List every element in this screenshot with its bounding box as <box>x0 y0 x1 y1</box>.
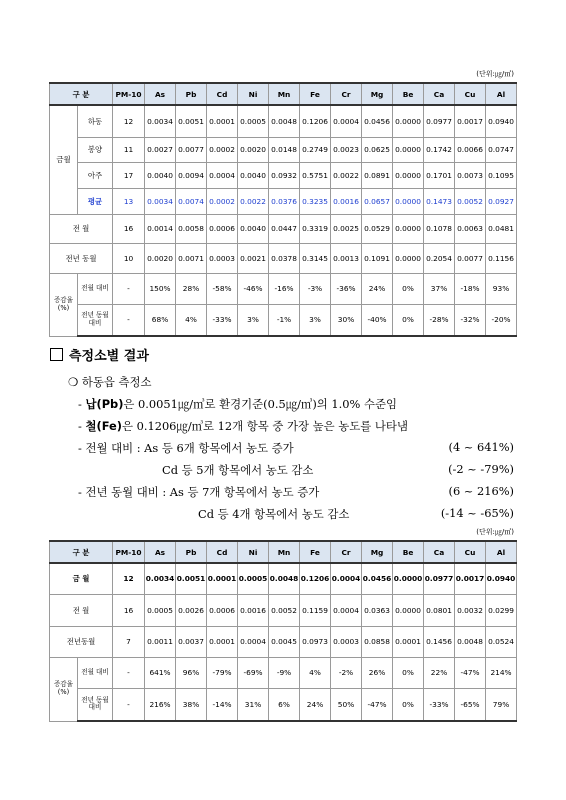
value-cell: 0.2054 <box>424 243 455 273</box>
value-cell: 0.0363 <box>362 594 393 626</box>
header-cell: As <box>145 541 176 563</box>
header-cell: Ca <box>424 83 455 105</box>
value-cell: 79% <box>486 688 517 721</box>
value-cell: 0.0011 <box>145 626 176 657</box>
value-cell: 0.1206 <box>300 563 331 594</box>
value-cell: 12 <box>113 105 145 137</box>
value-cell: 0.0017 <box>455 563 486 594</box>
value-cell: - <box>113 304 145 336</box>
value-cell: 0.0016 <box>331 188 362 214</box>
value-cell: 0.0034 <box>145 105 176 137</box>
value-cell: 0.0013 <box>331 243 362 273</box>
value-cell: 0.1156 <box>486 243 517 273</box>
value-cell: - <box>113 657 145 688</box>
value-cell: 0.0376 <box>269 188 300 214</box>
value-cell: 0.0977 <box>424 105 455 137</box>
header-cell: Mn <box>269 83 300 105</box>
unit-label-1: (단위:㎍/㎥) <box>476 70 514 78</box>
value-cell: 0.0048 <box>269 563 300 594</box>
value-cell: -79% <box>207 657 238 688</box>
prev-year-decrease-range: (-14 ~ -65%) <box>440 506 514 520</box>
value-cell: 0.0066 <box>455 137 486 162</box>
value-cell: 0.1095 <box>486 162 517 188</box>
header-cell: Cr <box>331 541 362 563</box>
prev-year-decrease-line: Cd 등 4개 항목에서 농도 감소 <box>198 507 350 521</box>
table-row <box>50 162 517 188</box>
value-cell: 0.2749 <box>300 137 331 162</box>
value-cell: 3% <box>300 304 331 336</box>
value-cell: 0.0657 <box>362 188 393 214</box>
value-cell: -1% <box>269 304 300 336</box>
value-cell: - <box>113 273 145 304</box>
header-cell: Mg <box>362 541 393 563</box>
value-cell: 0.0025 <box>331 214 362 243</box>
value-cell: 0.0022 <box>331 162 362 188</box>
value-cell: 0.0481 <box>486 214 517 243</box>
value-cell: 0.0000 <box>393 214 424 243</box>
value-cell: 0.0004 <box>238 626 269 657</box>
value-cell: -2% <box>331 657 362 688</box>
value-cell: 7 <box>113 626 145 657</box>
row-label: 전년 동월 <box>50 243 113 273</box>
value-cell: 0.1159 <box>300 594 331 626</box>
value-cell: 0.0077 <box>176 137 207 162</box>
row-label: 아주 <box>78 162 113 188</box>
row-label: 하동 <box>78 105 113 137</box>
value-cell: 22% <box>424 657 455 688</box>
value-cell: 0.0000 <box>393 594 424 626</box>
value-cell: 4% <box>176 304 207 336</box>
value-cell: -32% <box>455 304 486 336</box>
value-cell: 0.0148 <box>269 137 300 162</box>
value-cell: 0.0801 <box>424 594 455 626</box>
value-cell: 0.0002 <box>207 137 238 162</box>
value-cell: 0% <box>393 304 424 336</box>
value-cell: 0.0032 <box>455 594 486 626</box>
header-category: 구 분 <box>50 541 113 563</box>
heavy-metal-table-all-stations <box>49 82 517 337</box>
value-cell: 50% <box>331 688 362 721</box>
value-cell: -14% <box>207 688 238 721</box>
value-cell: 28% <box>176 273 207 304</box>
value-cell: 0.0000 <box>393 162 424 188</box>
value-cell: 38% <box>176 688 207 721</box>
value-cell: 0.0034 <box>145 563 176 594</box>
header-cell: Cd <box>207 541 238 563</box>
table-row <box>50 688 517 721</box>
value-cell: -69% <box>238 657 269 688</box>
value-cell: 0.1473 <box>424 188 455 214</box>
value-cell: 150% <box>145 273 176 304</box>
value-cell: -9% <box>269 657 300 688</box>
value-cell: 0.0001 <box>207 626 238 657</box>
value-cell: 0.0058 <box>176 214 207 243</box>
table-row <box>50 243 517 273</box>
header-cell: PM-10 <box>113 83 145 105</box>
value-cell: 0.0017 <box>455 105 486 137</box>
value-cell: -47% <box>362 688 393 721</box>
value-cell: 96% <box>176 657 207 688</box>
change-rate-label: 증감율 (%) <box>50 273 78 336</box>
value-cell: 0% <box>393 273 424 304</box>
value-cell: 0.0000 <box>393 563 424 594</box>
prev-month-decrease-range: (-2 ~ -79%) <box>448 462 514 476</box>
value-cell: 0.0940 <box>486 105 517 137</box>
value-cell: 0.5751 <box>300 162 331 188</box>
value-cell: 0.0006 <box>207 594 238 626</box>
value-cell: -3% <box>300 273 331 304</box>
table-row <box>50 594 517 626</box>
table-row <box>50 137 517 162</box>
value-cell: 0.0020 <box>238 137 269 162</box>
value-cell: 0.0378 <box>269 243 300 273</box>
value-cell: 0.1078 <box>424 214 455 243</box>
value-cell: 0.0074 <box>176 188 207 214</box>
value-cell: -40% <box>362 304 393 336</box>
value-cell: 0.0016 <box>238 594 269 626</box>
value-cell: 0.0456 <box>362 105 393 137</box>
value-cell: 13 <box>113 188 145 214</box>
value-cell: 24% <box>362 273 393 304</box>
header-cell: Cd <box>207 83 238 105</box>
value-cell: 0.0026 <box>176 594 207 626</box>
table-row <box>50 657 517 688</box>
value-cell: 26% <box>362 657 393 688</box>
value-cell: -20% <box>486 304 517 336</box>
value-cell: 0.0052 <box>269 594 300 626</box>
value-cell: 0.3319 <box>300 214 331 243</box>
header-cell: Fe <box>300 83 331 105</box>
header-cell: Mn <box>269 541 300 563</box>
header-cell: Be <box>393 541 424 563</box>
value-cell: 93% <box>486 273 517 304</box>
value-cell: -16% <box>269 273 300 304</box>
value-cell: 16 <box>113 594 145 626</box>
header-cell: Ni <box>238 541 269 563</box>
unit-label-2: (단위:㎍/㎥) <box>476 528 514 536</box>
value-cell: 0.0073 <box>455 162 486 188</box>
header-cell: Al <box>486 83 517 105</box>
value-cell: 0.0747 <box>486 137 517 162</box>
value-cell: 0.1701 <box>424 162 455 188</box>
value-cell: 0.0456 <box>362 563 393 594</box>
header-cell: Pb <box>176 541 207 563</box>
value-cell: 0.0447 <box>269 214 300 243</box>
value-cell: 0.0000 <box>393 243 424 273</box>
header-cell: As <box>145 83 176 105</box>
value-cell: 0.0006 <box>207 214 238 243</box>
value-cell: 0.0001 <box>393 626 424 657</box>
value-cell: 31% <box>238 688 269 721</box>
value-cell: 214% <box>486 657 517 688</box>
value-cell: 0.0932 <box>269 162 300 188</box>
value-cell: -47% <box>455 657 486 688</box>
prev-year-increase-range: (6 ~ 216%) <box>448 484 514 498</box>
table-row <box>50 214 517 243</box>
header-cell: PM-10 <box>113 541 145 563</box>
value-cell: -33% <box>424 688 455 721</box>
value-cell: 0.0940 <box>486 563 517 594</box>
value-cell: 0.3235 <box>300 188 331 214</box>
value-cell: 68% <box>145 304 176 336</box>
value-cell: 0.0004 <box>331 594 362 626</box>
header-cell: Be <box>393 83 424 105</box>
row-label: 전년 동월 대비 <box>78 688 113 721</box>
value-cell: 0.0063 <box>455 214 486 243</box>
value-cell: 0.0052 <box>455 188 486 214</box>
value-cell: -46% <box>238 273 269 304</box>
change-rate-label: 증감율 (%) <box>50 657 78 721</box>
value-cell: 0% <box>393 688 424 721</box>
value-cell: 4% <box>300 657 331 688</box>
value-cell: 0.0000 <box>393 188 424 214</box>
value-cell: 0.0003 <box>207 243 238 273</box>
row-label: 봉양 <box>78 137 113 162</box>
value-cell: 24% <box>300 688 331 721</box>
value-cell: 0.0005 <box>238 563 269 594</box>
value-cell: 0.0045 <box>269 626 300 657</box>
value-cell: 0.0927 <box>486 188 517 214</box>
value-cell: 0.0077 <box>455 243 486 273</box>
value-cell: 0.0040 <box>145 162 176 188</box>
value-cell: 0.0051 <box>176 563 207 594</box>
value-cell: 12 <box>113 563 145 594</box>
value-cell: 0.0020 <box>145 243 176 273</box>
value-cell: 216% <box>145 688 176 721</box>
value-cell: 0.0003 <box>331 626 362 657</box>
value-cell: 0.0023 <box>331 137 362 162</box>
header-cell: Fe <box>300 541 331 563</box>
value-cell: -18% <box>455 273 486 304</box>
station-heading: ❍ 하동읍 측정소 <box>68 375 152 389</box>
header-cell: Pb <box>176 83 207 105</box>
value-cell: 0.0299 <box>486 594 517 626</box>
value-cell: 0.0625 <box>362 137 393 162</box>
value-cell: 0.0071 <box>176 243 207 273</box>
value-cell: 16 <box>113 214 145 243</box>
value-cell: 0.1456 <box>424 626 455 657</box>
table-row <box>50 105 517 137</box>
value-cell: 0.0005 <box>145 594 176 626</box>
header-cell: Mg <box>362 83 393 105</box>
value-cell: 0.0048 <box>269 105 300 137</box>
row-label: 전년동월 <box>50 626 113 657</box>
value-cell: -28% <box>424 304 455 336</box>
header-cell: Al <box>486 541 517 563</box>
row-label: 전 월 <box>50 594 113 626</box>
header-category: 구 분 <box>50 83 113 105</box>
value-cell: 6% <box>269 688 300 721</box>
value-cell: 0.0040 <box>238 162 269 188</box>
value-cell: -33% <box>207 304 238 336</box>
value-cell: 17 <box>113 162 145 188</box>
value-cell: 11 <box>113 137 145 162</box>
value-cell: 0.1206 <box>300 105 331 137</box>
value-cell: 0.0891 <box>362 162 393 188</box>
value-cell: 0.0973 <box>300 626 331 657</box>
value-cell: 0.0040 <box>238 214 269 243</box>
value-cell: 0.0004 <box>331 105 362 137</box>
table-row <box>50 188 517 214</box>
header-cell: Cr <box>331 83 362 105</box>
value-cell: 641% <box>145 657 176 688</box>
header-cell: Ni <box>238 83 269 105</box>
iron-line: - 철(Fe)은 0.1206㎍/㎥로 12개 항목 중 가장 높은 농도를 나타냄 <box>78 419 408 433</box>
value-cell: -58% <box>207 273 238 304</box>
table-row <box>50 304 517 336</box>
value-cell: 0.0022 <box>238 188 269 214</box>
row-label: 금 월 <box>50 563 113 594</box>
value-cell: -65% <box>455 688 486 721</box>
checkbox-square-icon <box>50 348 63 361</box>
group-label: 금월 <box>50 105 78 214</box>
prev-month-increase-range: (4 ~ 641%) <box>448 440 514 454</box>
value-cell: 0.0004 <box>331 563 362 594</box>
value-cell: 3% <box>238 304 269 336</box>
value-cell: 0.0014 <box>145 214 176 243</box>
value-cell: 0.0037 <box>176 626 207 657</box>
prev-month-increase-line: - 전월 대비 : As 등 6개 항목에서 농도 증가 <box>78 441 294 455</box>
header-cell: Ca <box>424 541 455 563</box>
row-label: 전년 동월 대비 <box>78 304 113 336</box>
value-cell: -36% <box>331 273 362 304</box>
value-cell: 0.0051 <box>176 105 207 137</box>
value-cell: 0.0858 <box>362 626 393 657</box>
table-row <box>50 563 517 594</box>
value-cell: 0.3145 <box>300 243 331 273</box>
value-cell: 0.0524 <box>486 626 517 657</box>
header-row <box>50 83 517 105</box>
value-cell: 0.0002 <box>207 188 238 214</box>
header-cell: Cu <box>455 541 486 563</box>
value-cell: 0.0034 <box>145 188 176 214</box>
value-cell: 10 <box>113 243 145 273</box>
value-cell: 0.0048 <box>455 626 486 657</box>
header-cell: Cu <box>455 83 486 105</box>
lead-line: - 납(Pb)은 0.0051㎍/㎥로 환경기준(0.5㎍/㎥)의 1.0% 수준임 <box>78 397 397 411</box>
value-cell: 0.0977 <box>424 563 455 594</box>
value-cell: 0.0021 <box>238 243 269 273</box>
value-cell: 30% <box>331 304 362 336</box>
row-label: 평균 <box>78 188 113 214</box>
prev-year-increase-line: - 전년 동월 대비 : As 등 7개 항목에서 농도 증가 <box>78 485 320 499</box>
value-cell: 0.0005 <box>238 105 269 137</box>
header-row <box>50 541 517 563</box>
value-cell: 0.1742 <box>424 137 455 162</box>
section-title: 측정소별 결과 <box>50 345 149 364</box>
value-cell: 0.0001 <box>207 105 238 137</box>
row-label: 전 월 <box>50 214 113 243</box>
value-cell: 0.1091 <box>362 243 393 273</box>
table-row <box>50 273 517 304</box>
value-cell: 0.0529 <box>362 214 393 243</box>
value-cell: 0.0094 <box>176 162 207 188</box>
value-cell: 0% <box>393 657 424 688</box>
heavy-metal-table-hadong <box>49 540 517 722</box>
prev-month-decrease-line: Cd 등 5개 항목에서 농도 감소 <box>162 463 314 477</box>
value-cell: 0.0001 <box>207 563 238 594</box>
row-label: 전월 대비 <box>78 657 113 688</box>
row-label: 전월 대비 <box>78 273 113 304</box>
value-cell: - <box>113 688 145 721</box>
value-cell: 0.0004 <box>207 162 238 188</box>
table-row <box>50 626 517 657</box>
value-cell: 0.0000 <box>393 137 424 162</box>
value-cell: 37% <box>424 273 455 304</box>
value-cell: 0.0027 <box>145 137 176 162</box>
value-cell: 0.0000 <box>393 105 424 137</box>
